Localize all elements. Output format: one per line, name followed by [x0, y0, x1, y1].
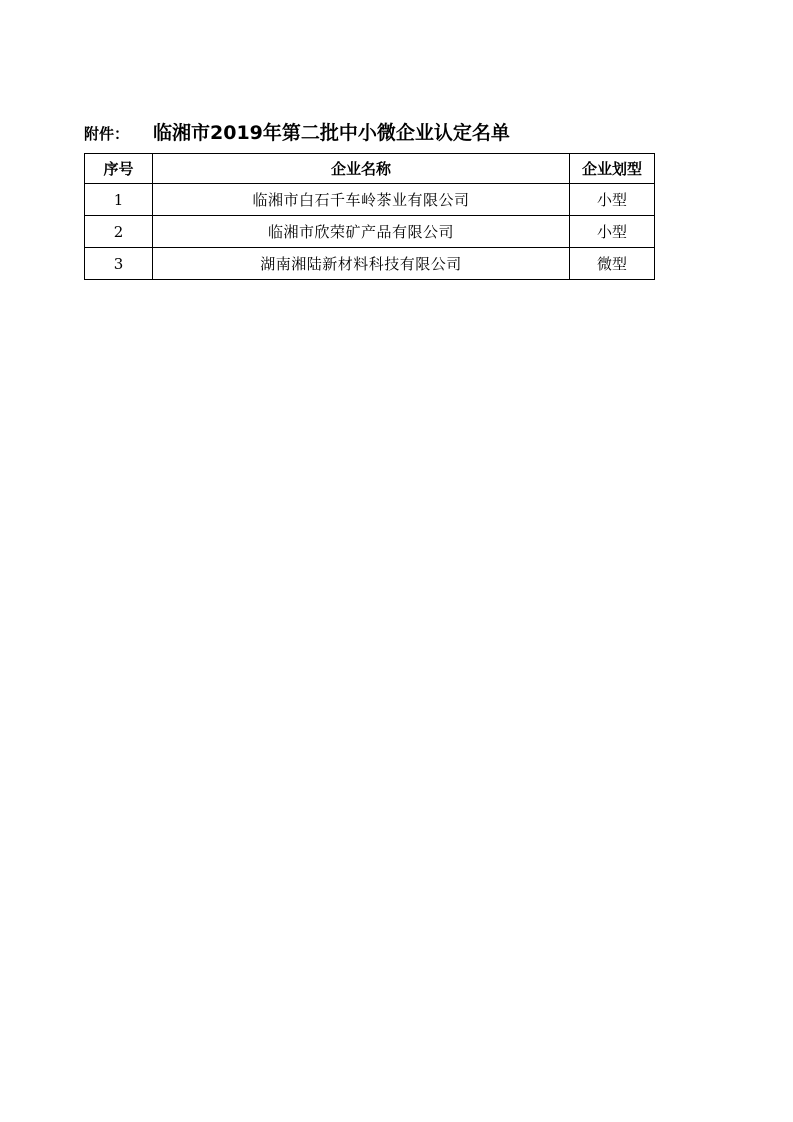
- title-row: [84, 118, 654, 145]
- cell-index: 3: [85, 248, 153, 280]
- cell-enterprise-name: 湖南湘陆新材料科技有限公司: [153, 248, 570, 280]
- cell-index: 1: [85, 184, 153, 216]
- cell-index: 2: [85, 216, 153, 248]
- cell-enterprise-name: 临湘市白石千车岭茶业有限公司: [153, 184, 570, 216]
- cell-enterprise-name: 临湘市欣荣矿产品有限公司: [153, 216, 570, 248]
- column-header-type: 企业划型: [570, 154, 655, 184]
- table-header-row: [85, 154, 655, 184]
- cell-enterprise-type: 微型: [570, 248, 655, 280]
- table-row: [85, 248, 655, 280]
- cell-enterprise-type: 小型: [570, 184, 655, 216]
- page-title: 临湘市2019年第二批中小微企业认定名单: [153, 122, 510, 144]
- attachment-label: 附件：: [84, 125, 130, 143]
- table-row: [85, 184, 655, 216]
- column-header-name: 企业名称: [153, 154, 570, 184]
- enterprise-list-table: [84, 153, 655, 280]
- table-row: [85, 216, 655, 248]
- cell-enterprise-type: 小型: [570, 216, 655, 248]
- column-header-index: 序号: [85, 154, 153, 184]
